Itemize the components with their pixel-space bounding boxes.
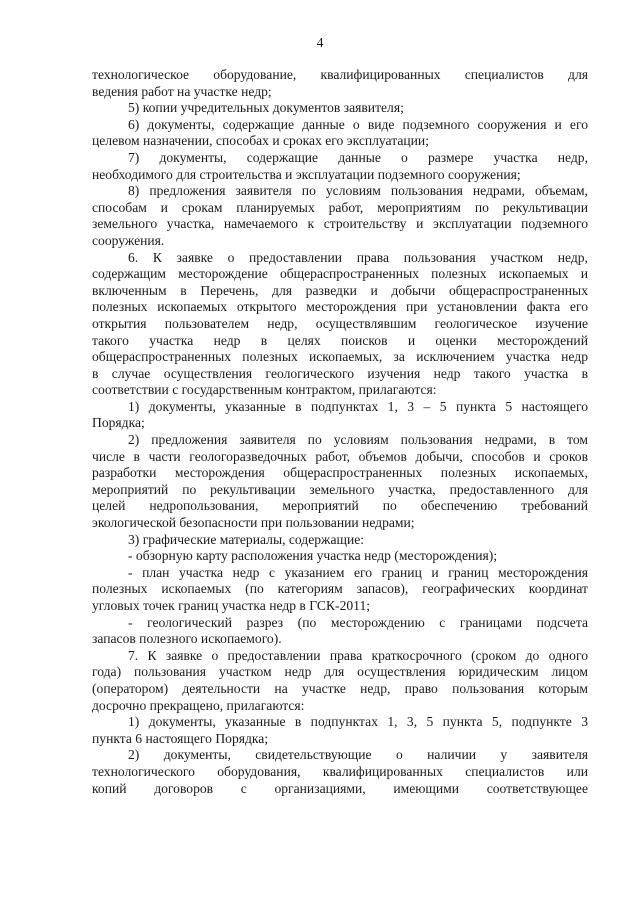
text-line: 5) копии учредительных документов заявителя; [128,100,404,116]
text-line: ведения работ на участке недр; [92,83,272,99]
text-line: общераспространенных полезных ископаемых, за исключением участка недр [92,349,588,365]
text-line: Порядка; [92,415,145,431]
text-line: (оператором) деятельности на участке недр, право пользования которым [92,680,588,696]
text-line: пункта 6 настоящего Порядка; [92,730,269,746]
text-line: экологической безопасности при пользовании недрами; [92,515,415,531]
page-number: 4 [316,35,324,50]
text-line: соответствии с государственным контрактом, прилагаются: [92,382,437,398]
text-line: технологическое оборудование, квалифицированных специалистов для [92,67,588,82]
text-line: разработки месторождения общераспространенных полезных ископаемых, [92,465,588,481]
text-line: - геологический разрез (по месторождению с границами подсчета [128,614,588,630]
text-line: целевом назначении, способах и сроках его эксплуатации; [92,133,429,149]
document-body [92,67,588,797]
text-line: 8) предложения заявителя по условиям пользования недрами, объемам, [128,183,588,199]
text-line: - обзорную карту расположения участка недр (месторождения); [128,548,498,564]
text-line: - план участка недр с указанием его границ и границ месторождения [128,564,588,580]
text-line: копий договоров с организациями, имеющими соответствующее [92,780,588,796]
text-line: такого участка недр в целях поисков и оценки месторождений [92,332,588,348]
text-line: полезных ископаемых (по категориям запасов), географических координат [92,581,588,597]
text-line: 6. К заявке о предоставлении права пользования участком недр, [128,249,588,265]
text-line: числе в части геологоразведочных работ, объемов добычи, способов и сроков [92,448,588,464]
text-line: 1) документы, указанные в подпунктах 1, 3 – 5 пункта 5 настоящего [128,398,588,414]
text-line: содержащим месторождение общераспространенных полезных ископаемых и [92,266,588,282]
text-line: мероприятий по рекультивации земельного участка, предоставленного для [92,481,588,497]
text-line: технологического оборудования, квалифицированных специалистов или [92,763,588,779]
text-line: включенным в Перечень, для разведки и добычи общераспространенных [92,282,588,298]
text-line: угловых точек границ участка недр в ГСК-2011; [92,598,371,613]
text-line: 1) документы, указанные в подпунктах 1, 3, 5 пункта 5, подпункте 3 [128,714,588,730]
text-line: досрочно прекращено, прилагаются: [92,697,305,713]
text-line: 6) документы, содержащие данные о виде подземного сооружения и его [128,116,588,132]
text-line: целей недропользования, мероприятий по обеспечению требований [92,498,588,514]
text-line: 2) предложения заявителя по условиям пользования недрами, в том [128,432,588,448]
text-line: 7) документы, содержащие данные о размере участка недр, [128,149,588,165]
text-line: полезных ископаемых открытого месторождения при установлении факта его [92,299,588,315]
text-line: 3) графические материалы, содержащие: [128,531,365,547]
text-line: года) пользования участком недр для осуществления юридическим лицом [92,664,588,680]
text-line: необходимого для строительства и эксплуатации подземного сооружения; [92,166,521,182]
text-line: 2) документы, свидетельствующие о наличии у заявителя [128,747,588,763]
text-line: в случае осуществления геологического изучения недр такого участка в [92,365,588,381]
text-line: открытия пользователем недр, осуществлявшим геологическое изучение [92,315,588,331]
text-line: 7. К заявке о предоставлении права краткосрочного (сроком до одного [128,647,588,663]
text-line: запасов полезного ископаемого). [92,631,282,647]
text-line: способам и срокам планируемых работ, мероприятиям по рекультивации [92,199,588,215]
text-line: сооружения. [92,232,165,248]
text-line: земельного участка, намечаемого к строительству и эксплуатации подземного [92,216,588,232]
